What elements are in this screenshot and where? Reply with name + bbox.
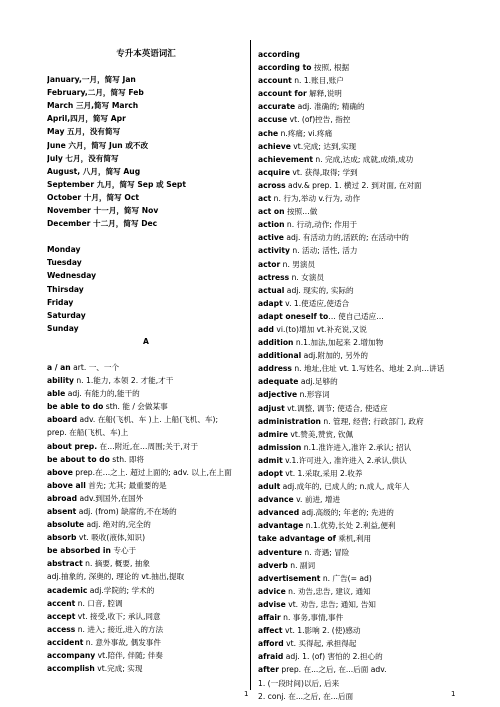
document-title: 专升本英语词汇 (116, 49, 176, 59)
vocab-word: action (258, 220, 285, 230)
page-number-left: 1 (244, 690, 249, 698)
vocab-entry (47, 636, 245, 649)
vocab-entry (258, 74, 458, 87)
left-entries (47, 361, 245, 675)
weekdays-list (47, 243, 245, 335)
vocab-definition: n. 1.能力, 本领 2. 才能,才干 (73, 376, 174, 386)
vocab-entry (47, 361, 245, 374)
vocab-word: admire (258, 429, 288, 439)
vocab-entry (258, 310, 458, 323)
list-item: June 六月，简写 Jun 或不改 (47, 140, 149, 150)
vocab-definition: adj.成年的, 已成人的; n.成人, 成年人 (280, 482, 410, 492)
vocab-word: adventure (258, 547, 302, 557)
list-item: February,二月，简写 Feb (47, 88, 144, 98)
vocab-entry (258, 244, 458, 257)
page-number-right: 1 (451, 690, 456, 698)
vocab-definition: adv.& prep. 1. 横过 2. 到对面, 在对面 (285, 180, 422, 190)
vocab-word: according to (258, 63, 312, 73)
left-column (47, 0, 245, 675)
vocab-definition: n. 口音, 腔调 (75, 598, 123, 608)
vocab-word: actual (258, 285, 285, 295)
list-item: July 七月，没有简写 (47, 153, 119, 163)
vocab-entry (47, 597, 245, 610)
vocab-word: addition (258, 338, 294, 348)
vocab-definition: vt.完成; 达到,实现 (290, 141, 357, 151)
vocab-definition: 解释,说明 (306, 89, 342, 99)
vocab-entry (258, 441, 458, 454)
vocab-word: affair (258, 613, 281, 623)
vocab-definition: 2. conj. 在...之后, 在...后面 (258, 691, 354, 701)
vocab-entry (258, 61, 458, 74)
vocab-word: actor (258, 259, 281, 269)
vocab-definition: art. 一、一个 (70, 362, 120, 372)
vocab-word: above all (47, 480, 86, 490)
vocab-definition: vt. 买得起, 承担得起 (283, 639, 357, 649)
list-item: November 十一月，简写 Nov (47, 206, 159, 216)
section-letter: A (143, 336, 149, 346)
vocab-entry (47, 610, 245, 623)
vocab-definition: 1. (一段时间)以后, 后来 (258, 678, 340, 688)
vocab-word: account for (258, 89, 307, 99)
vocab-definition: vt. 接受,收下; 承认,同意 (75, 611, 161, 621)
vocab-definition: vt.陪伴, 伴随; 伴奏 (95, 651, 163, 661)
vocab-entry (47, 492, 245, 505)
vocab-definition: n. 地址,住址 vt. 1.写姓名、地址 2.向…讲话 (291, 364, 445, 374)
list-item: Sunday (47, 323, 79, 333)
vocab-definition: 专心于 (110, 546, 137, 556)
vocab-word: affect (258, 626, 283, 636)
vocab-word: be able to do (47, 402, 104, 412)
vocab-entry (258, 231, 458, 244)
vocab-definition: vi.(to)增加 vt.补充说,又说 (274, 324, 367, 334)
vocab-entry (258, 258, 458, 271)
vocab-word: aboard (47, 415, 78, 425)
vocab-entry (258, 480, 458, 493)
vocab-entry (258, 546, 458, 559)
vocab-entry (258, 218, 458, 231)
vocab-definition: n. 意外事故, 偶发事件 (83, 637, 161, 647)
vocab-entry (258, 624, 458, 637)
list-item: Thirsday (47, 284, 84, 294)
vocab-definition: n. 劝告,忠告, 建议, 通知 (285, 586, 371, 596)
vocab-word: additional (258, 351, 302, 361)
vocab-definition: adj. 准确的; 精确的 (295, 102, 365, 112)
vocab-word: administration (258, 416, 321, 426)
vocab-definition: n. 完成,达成; 成就,成绩,成功 (312, 154, 414, 164)
vocab-entry (258, 166, 458, 179)
list-item: Tuesday (47, 258, 82, 268)
vocab-word: adapt oneself to (258, 311, 329, 321)
vocab-definition: n. 管理, 经营; 行政部门, 政府 (320, 416, 424, 426)
vocab-word: absent (47, 507, 77, 516)
vocab-word: accompany (47, 651, 96, 661)
vocab-word: above (47, 467, 73, 477)
vocab-entry (258, 323, 458, 336)
vocab-definition: v.1.许可进入, 准许进入 2.承认,供认 (282, 455, 407, 465)
vocab-entry (47, 649, 245, 662)
vocab-definition: prep. 在船(飞机、车)上 (47, 428, 129, 438)
vocab-definition: 按照, 根据 (311, 63, 350, 73)
list-item: August, 八月，简写 Aug (47, 166, 141, 176)
vocab-entry (47, 387, 245, 400)
vocab-definition: vt.完成; 实现 (94, 664, 143, 674)
vocab-entry (258, 493, 458, 506)
vocab-definition: adj. 绝对的,完全的 (84, 520, 151, 530)
vocab-word: advise (258, 599, 286, 609)
vocab-entry (47, 400, 245, 413)
vocab-definition: v. 前进, 增进 (293, 495, 341, 505)
vocab-definition: adv.到国外,在国外 (77, 493, 144, 503)
vocab-entry (258, 362, 458, 375)
vocab-definition: n. 事务,事情,事件 (280, 613, 344, 623)
right-column (258, 0, 458, 703)
vocab-word: admission (258, 442, 302, 452)
vocab-word: be absorbed in (47, 546, 111, 556)
vocab-entry (258, 388, 458, 401)
vocab-word: adjust (258, 403, 285, 413)
vocab-word: access (47, 624, 76, 634)
vocab-definition: vt. (of)控告, 指控 (287, 115, 351, 125)
vocab-word: afford (258, 639, 284, 649)
vocab-definition: adj. 1. (of) 害怕的 2.担心的 (283, 652, 383, 662)
vocab-entry (47, 544, 245, 557)
vocab-word: ache (258, 128, 279, 138)
vocab-definition: n. 女演员 (289, 272, 325, 282)
vocab-word: actress (258, 272, 290, 282)
list-item: January,一月，简写 Jan (47, 75, 136, 85)
vocab-definition: n. 男演员 (280, 259, 316, 269)
vocab-word: take advantage of (258, 534, 336, 544)
vocab-word: accept (47, 611, 76, 621)
vocab-definition: n. 广告(= ad) (320, 573, 372, 583)
vocab-definition: adj.抽象的, 深奥的, 理论的 vt.抽出,提取 (47, 572, 185, 582)
vocab-word: be about to do (47, 454, 110, 464)
vocab-word: accuse (258, 115, 288, 125)
vocab-definition: adj.足够的 (298, 377, 338, 387)
list-item: Wednesday (47, 271, 97, 281)
vocab-entry (258, 271, 458, 284)
vocab-entry (47, 505, 245, 518)
vocab-definition: v. 1.使适应,使适合 (282, 298, 350, 308)
vocab-definition: adj.附加的, 另外的 (301, 351, 368, 361)
vocab-entry (258, 140, 458, 153)
list-item: September 九月，简写 Sep 或 Sept (47, 179, 186, 189)
vocab-entry (258, 297, 458, 310)
vocab-definition: n. 1.账目,账户 (291, 76, 344, 86)
vocab-definition: n.形容词 (297, 390, 330, 400)
vocab-word: abroad (47, 493, 78, 503)
vocab-definition: n. 进入; 接近,进入的方法 (75, 624, 164, 634)
vocab-entry (47, 374, 245, 387)
vocab-word: adjective (258, 390, 298, 400)
vocab-definition: vt. 获得,取得; 学到 (289, 167, 358, 177)
vocab-word: add (258, 324, 274, 334)
vocab-entry (258, 650, 458, 663)
vocab-definition: adv. 在船(飞机、车 )上. 上船(飞机、车); (77, 415, 219, 425)
list-item: Friday (47, 297, 74, 307)
vocab-definition: n. 副词 (287, 560, 316, 570)
vocab-word: accent (47, 598, 76, 608)
vocab-word: accurate (258, 102, 296, 112)
vocab-entry (258, 192, 458, 205)
vocab-definition: vt. 劝告, 忠告; 通知, 告知 (285, 599, 376, 609)
vocab-word: according (258, 50, 300, 59)
vocab-entry (47, 413, 245, 426)
vocab-entry (258, 127, 458, 140)
vocab-entry (258, 113, 458, 126)
vocab-word: advertisement (258, 573, 321, 583)
vocab-word: advice (258, 586, 286, 596)
vocab-definition: adj. (from) 缺席的,不在场的 (76, 507, 177, 516)
vocab-word: about prep. (47, 441, 98, 451)
vocab-word: account (258, 76, 292, 86)
vocab-definition: vt. 1.采取,采用 2.收养 (282, 469, 363, 478)
vocab-entry (258, 467, 458, 480)
vocab-word: admit (258, 455, 283, 465)
vocab-word: adapt (258, 298, 283, 308)
vocab-word: advanced (258, 508, 300, 518)
vocab-entry (258, 179, 458, 192)
vocab-entry (258, 519, 458, 532)
vocab-definition: n.1.优势,长处 2.利益,便利 (303, 521, 396, 531)
vocab-word: absolute (47, 520, 85, 530)
vocab-word: advance (258, 495, 294, 505)
vocab-word: across (258, 180, 286, 190)
vocab-definition: 乘机,利用 (335, 534, 372, 544)
list-item: April,四月，简写 Apr (47, 114, 126, 124)
vocab-definition: 在…附近,在…周围;关于,对于 (97, 441, 199, 451)
vocab-entry (258, 375, 458, 388)
vocab-definition: 按照…做 (284, 207, 318, 217)
vocab-word: address (258, 364, 292, 374)
list-item: October 十月，简写 Oct (47, 192, 139, 202)
vocab-definition: n.疼痛; vi.疼痛 (278, 128, 333, 138)
vocab-entry (258, 284, 458, 297)
vocab-definition: vt.赞美,赞赏, 钦佩 (287, 429, 354, 439)
vocab-entry (47, 518, 245, 531)
vocab-definition: adj. 有活动力的,活跃的; 在活动中的 (283, 233, 409, 243)
list-item: May 五月，没有简写 (47, 127, 121, 137)
vocab-entry (47, 570, 245, 583)
vocab-definition: n.1.加法,加起来 2.增加物 (293, 338, 384, 348)
list-item: Monday (47, 245, 81, 255)
vocab-entry (258, 454, 458, 467)
right-entries (258, 48, 458, 703)
vocab-definition: 首先; 尤其; 最重要的是 (85, 480, 167, 490)
vocab-entry (258, 572, 458, 585)
vocab-entry (258, 677, 458, 690)
vocab-word: adverb (258, 560, 288, 570)
vocab-word: active (258, 233, 284, 243)
vocab-word: adopt (258, 469, 283, 478)
vocab-entry (258, 349, 458, 362)
vocab-entry (258, 153, 458, 166)
vocab-word: ability (47, 376, 74, 386)
vocab-definition: … 使自己适应… (328, 311, 384, 321)
vocab-word: act (258, 194, 272, 204)
vocab-word: activity (258, 246, 290, 256)
vocab-definition: sth. 能 / 会做某事 (103, 402, 168, 412)
vocab-word: adequate (258, 377, 299, 387)
vocab-entry (258, 100, 458, 113)
vocab-entry (258, 336, 458, 349)
vocab-definition: adj. 有能力的,能干的 (65, 389, 140, 399)
vocab-definition: vt. 1.影响 2. (使)感动 (282, 626, 361, 636)
vocab-entry (258, 415, 458, 428)
vocab-entry (258, 205, 458, 218)
vocab-word: able (47, 389, 66, 399)
vocab-entry (258, 532, 458, 545)
vocab-entry (47, 584, 245, 597)
months-list (47, 73, 245, 230)
vocab-entry (258, 87, 458, 100)
vocab-entry (258, 663, 458, 676)
vocab-word: accomplish (47, 664, 95, 674)
vocab-entry (258, 48, 458, 61)
vocab-entry (258, 598, 458, 611)
vocab-entry (258, 611, 458, 624)
vocab-entry (47, 426, 245, 439)
vocab-entry (47, 662, 245, 675)
vocab-word: achievement (258, 154, 313, 164)
vocab-entry (258, 428, 458, 441)
vocab-entry (47, 466, 245, 479)
vocab-word: advantage (258, 521, 304, 531)
vocab-word: afraid (258, 652, 284, 662)
vocab-definition: adj.高级的; 年老的; 先进的 (299, 508, 394, 518)
vocab-entry (258, 690, 458, 703)
vocab-definition: n. 摘要, 概要, 抽象 (82, 559, 150, 569)
vocab-definition: n. 奇遇; 冒险 (302, 547, 350, 557)
list-item: March 三月,简写 March (47, 101, 139, 111)
vocab-word: a / an (47, 362, 71, 372)
vocab-entry (258, 637, 458, 650)
vocab-definition: vt. 吸收(液体,知识) (76, 533, 146, 543)
vocab-entry (258, 506, 458, 519)
vocab-definition: n. 行为,举动 v.行为, 动作 (271, 194, 361, 204)
vocab-definition: n. 活动; 活性, 活力 (290, 246, 358, 256)
vocab-word: acquire (258, 167, 290, 177)
vocab-word: adult (258, 482, 281, 492)
vocab-entry (258, 402, 458, 415)
vocab-entry (47, 557, 245, 570)
vocab-word: act on (258, 207, 285, 217)
vocab-word: after (258, 665, 279, 675)
vocab-definition: prep.在…之上. 超过上面的; adv. 以上,在上面 (72, 467, 232, 477)
vocab-entry (47, 531, 245, 544)
vocab-entry (258, 585, 458, 598)
vocab-definition: sth. 即将 (109, 454, 145, 464)
vocab-word: accident (47, 637, 84, 647)
list-item: December 十二月，简写 Dec (47, 219, 158, 229)
vocab-definition: vt.调整, 调节; 使适合, 使适应 (284, 403, 388, 413)
vocab-entry (47, 623, 245, 636)
list-item: Saturday (47, 310, 86, 320)
vocab-entry (47, 440, 245, 453)
vocab-definition: n.1.准许进入,准许 2.承认; 招认 (301, 442, 412, 452)
vocab-word: academic (47, 585, 88, 595)
vocab-definition: prep. 在...之后, 在...后面 adv. (278, 665, 387, 675)
vocab-entry (258, 559, 458, 572)
vocab-word: achieve (258, 141, 291, 151)
vocab-word: abstract (47, 559, 83, 569)
vocab-definition: adj.学院的; 学术的 (87, 585, 155, 595)
vocab-definition: adj. 现实的, 实际的 (284, 285, 354, 295)
vocab-word: absorb (47, 533, 77, 543)
vocab-entry (47, 479, 245, 492)
vocab-entry (47, 453, 245, 466)
vocab-definition: n. 行动,动作; 作用于 (284, 220, 358, 230)
column-divider (250, 40, 251, 690)
